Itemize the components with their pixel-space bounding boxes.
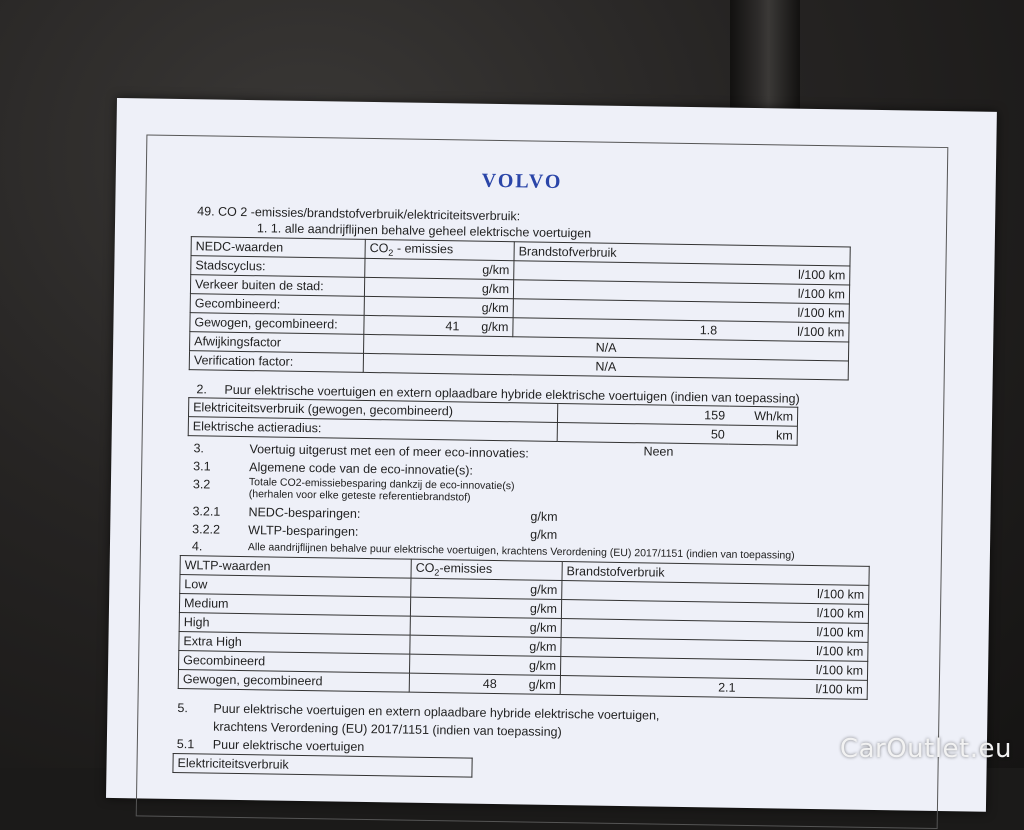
section-3-2-number: 3.2	[193, 477, 211, 491]
wltp-fuel-unit: l/100 km	[816, 625, 863, 640]
document-content	[106, 98, 997, 812]
wltp-fuel-unit: l/100 km	[817, 587, 864, 602]
electric-row-value: 50	[557, 422, 729, 444]
electric-row-label: Elektriciteitsverbruik (gewogen, gecombineerd)	[189, 398, 558, 423]
wltp-row-co2	[410, 654, 561, 675]
wltp-co2-value: 48	[483, 677, 497, 691]
nedc-fuel-unit: l/100 km	[798, 287, 845, 302]
wltp-row-co2	[411, 578, 562, 599]
section-3-2-2-number: 3.2.2	[192, 522, 220, 536]
electric-row-label: Elektrische actieradius:	[188, 417, 557, 442]
wltp-header-fuel: Brandstofverbruik	[562, 562, 869, 586]
nedc-co2-unit: g/km	[482, 301, 509, 315]
nedc-fuel-value: 1.8	[700, 323, 718, 337]
nedc-co2-value: 41	[445, 319, 459, 333]
section-5-1-title: Puur elektrische voertuigen	[213, 738, 365, 754]
section-2-number: 2.	[196, 382, 207, 396]
nedc-table	[189, 236, 851, 380]
nedc-afwijking-label: Afwijkingsfactor	[190, 332, 364, 354]
wltp-row-co2	[410, 616, 561, 637]
section-5-line1: Puur elektrische voertuigen en extern oplaadbare hybride elektrische voertuigen,	[213, 702, 659, 723]
wltp-row-fuel	[560, 676, 867, 700]
wltp-co2-unit: g/km	[530, 602, 557, 616]
wltp-fuel-unit: l/100 km	[816, 663, 863, 678]
section-5-number: 5.	[177, 701, 188, 715]
section-3-1-number: 3.1	[193, 459, 211, 473]
section-3-2-line1: Totale CO2-emissiebesparing dankzij de eco-innovatie(s)	[249, 476, 515, 492]
section-3-1-title: Algemene code van de eco-innovatie(s):	[249, 460, 473, 478]
nedc-row-label: Stadscyclus:	[191, 256, 365, 278]
section-3-2-2-unit: g/km	[530, 528, 557, 542]
wltp-fuel-unit: l/100 km	[817, 606, 864, 621]
section-5-1-row	[173, 753, 472, 777]
wltp-row-label: High	[179, 613, 410, 636]
nedc-row-co2	[364, 315, 513, 336]
wltp-co2-unit: g/km	[530, 583, 557, 597]
nedc-row-label: Gewogen, gecombineerd:	[190, 313, 364, 335]
section-3-2-2-title: WLTP-besparingen:	[248, 523, 358, 539]
nedc-co2-unit: g/km	[482, 282, 509, 296]
wltp-row-label: Medium	[179, 594, 410, 617]
wltp-co2-unit: g/km	[530, 621, 557, 635]
electric-row-unit: Wh/km	[729, 406, 798, 426]
wltp-header-co2: $CO_2$-emissies	[411, 559, 562, 580]
section-3-number: 3.	[193, 441, 204, 455]
wltp-fuel-unit: l/100 km	[816, 644, 863, 659]
wltp-header-label: WLTP-waarden	[180, 556, 411, 579]
nedc-row-co2	[365, 258, 514, 279]
wltp-row-label: Low	[180, 575, 411, 598]
eco-innovation-value: Neen	[643, 444, 673, 458]
section-3-2-1-title: NEDC-besparingen:	[248, 505, 360, 521]
section-49-title: 49. CO 2 -emissies/brandstofverbruik/elektriciteitsverbruik:	[197, 204, 520, 223]
section-5-1-row-label: Elektriciteitsverbruik	[173, 753, 472, 777]
wltp-co2-unit: g/km	[529, 640, 556, 654]
seat-seam	[730, 0, 800, 120]
wltp-co2-unit: g/km	[529, 659, 556, 673]
wltp-row-label: Gewogen, gecombineerd	[178, 670, 409, 693]
wltp-row-co2	[410, 597, 561, 618]
nedc-afwijking-value: N/A	[364, 334, 849, 361]
wltp-fuel-value: 2.1	[718, 681, 736, 695]
wltp-fuel-unit: l/100 km	[815, 682, 862, 697]
section-1-title: 1. 1. alle aandrijflijnen behalve geheel elektrische voertuigen	[257, 221, 591, 240]
nedc-fuel-unit: l/100 km	[797, 306, 844, 321]
nedc-fuel-unit: l/100 km	[798, 268, 845, 283]
nedc-row-label: Verkeer buiten de stad:	[190, 275, 364, 297]
wltp-row-co2	[410, 635, 561, 656]
coc-document	[106, 98, 997, 812]
nedc-row-co2	[364, 296, 513, 317]
caroutlet-watermark: CarOutlet.eu	[840, 734, 1012, 764]
wltp-row-label: Extra High	[179, 632, 410, 655]
section-3-2-1-number: 3.2.1	[192, 504, 220, 518]
nedc-co2-unit: g/km	[482, 263, 509, 277]
wltp-row-co2	[409, 673, 560, 694]
electric-row-unit: km	[729, 425, 798, 445]
volvo-logo: VOLVO	[482, 170, 563, 194]
nedc-header-fuel: Brandstofverbruik	[514, 242, 850, 266]
section-2-title: Puur elektrische voertuigen en extern oplaadbare hybride elektrische voertuigen (indien van toepassing)	[224, 383, 800, 406]
section-3-2-line2: (herhalen voor elke geteste referentiebrandstof)	[249, 488, 471, 503]
section-4-number: 4.	[192, 539, 203, 553]
electric-row-value: 159	[557, 403, 729, 425]
section-3-title: Voertuig uitgerust met een of meer eco-innovaties:	[249, 442, 529, 460]
nedc-verification-value: N/A	[363, 353, 848, 380]
section-5-1-number: 5.1	[177, 737, 195, 751]
wltp-table	[178, 555, 870, 700]
nedc-fuel-unit: l/100 km	[797, 325, 844, 340]
electric-table	[188, 397, 799, 446]
nedc-row-co2	[364, 277, 513, 298]
nedc-row-label: Gecombineerd:	[190, 294, 364, 316]
section-3-2-1-unit: g/km	[530, 510, 557, 524]
nedc-verification-label: Verification factor:	[189, 351, 363, 373]
nedc-header-label: NEDC-waarden	[191, 237, 365, 259]
wltp-row-label: Gecombineerd	[179, 651, 410, 674]
section-4-title: Alle aandrijflijnen behalve puur elektrische voertuigen, krachtens Verordening (EU) 2017/1151 (indien van toepassing)	[248, 541, 795, 562]
wltp-co2-unit: g/km	[529, 678, 556, 692]
section-5-1-table	[172, 753, 472, 778]
nedc-co2-unit: g/km	[481, 320, 508, 334]
nedc-header-co2: $CO_2$ - emissies	[365, 239, 514, 260]
section-5-line2: krachtens Verordening (EU) 2017/1151 (indien van toepassing)	[213, 720, 562, 739]
